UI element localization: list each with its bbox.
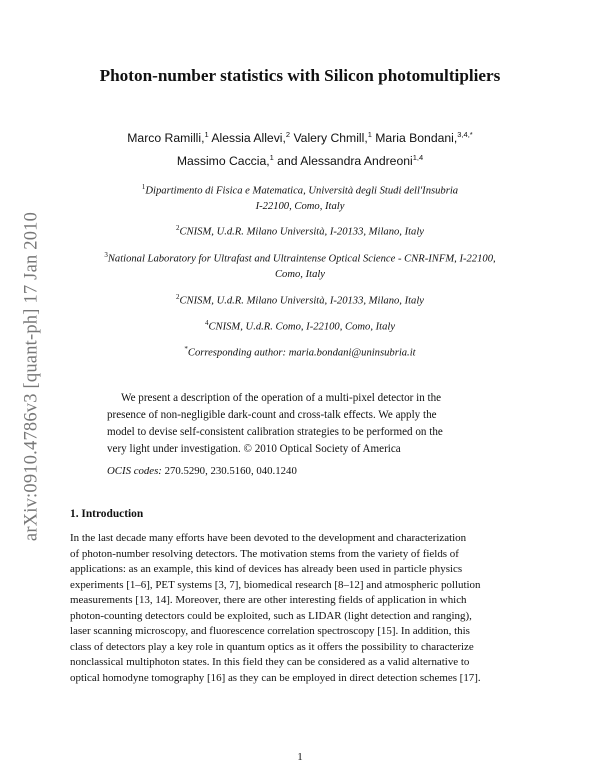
ocis-label: OCIS codes: [107, 465, 162, 477]
body-line: measurements [13, 14]. Moreover, there are other interesting fields of application in which [70, 594, 467, 607]
affiliation-5: $^4$CNISM, U.d.R. Como, I-22100, Como, Italy [204, 319, 396, 333]
author-line-1 [0, 125, 600, 148]
author: Valery Chmill,$^1$ [290, 130, 372, 146]
body-text [70, 531, 530, 686]
author-list [0, 125, 600, 171]
author: and Alessandra Andreoni$^{1,4}$ [273, 153, 424, 169]
ocis-values: 270.5290, 230.5160, 040.1240 [161, 465, 297, 477]
abstract-line: model to devise self-consistent calibration strategies to be performed on the [107, 425, 443, 438]
abstract-line: very light under investigation. © 2010 Optical Society of America [107, 442, 401, 455]
ocis-codes [107, 465, 297, 477]
body-line: applications: as an example, this kind of devices has already been used in particle physics [70, 563, 463, 576]
body-line: optical homodyne tomography [16] as they can be employed in direct detection schemes [17]. [70, 671, 481, 684]
author: Marco Ramilli,$^1$ [127, 130, 209, 146]
body-line: experiments [1–6], PET systems [3, 7], biomedical research [8–12] and atmospheric pollution [70, 578, 481, 591]
arxiv-stamp [22, 0, 44, 776]
author-line-2 [0, 148, 600, 171]
body-line: of photon-number resolving detectors. The motivation stems from the variety of fields of [70, 547, 459, 560]
affiliation-1: $^1$Dipartimento di Fisica e Matematica, Università degli Studi dell'Insubria I-22100, Como, Italy [141, 183, 459, 213]
abstract [107, 390, 495, 458]
abstract-line: presence of non-negligible dark-count and cross-talk effects. We apply the [107, 408, 437, 421]
arxiv-id-text: arXiv:0910.4786v3 [quant-ph] 17 Jan 2010 [21, 211, 42, 542]
abstract-line: We present a description of the operation of a multi-pixel detector in the [121, 392, 442, 404]
body-line: In the last decade many efforts have been devoted to the development and characterization [70, 532, 467, 544]
author: Massimo Caccia,$^1$ [176, 153, 274, 169]
body-line: laser scanning microscopy, and fluorescence correlation spectroscopy [15]. In addition, this [70, 625, 470, 638]
author: Alessia Allevi,$^2$ [208, 130, 291, 146]
page-number: 1 [297, 751, 303, 763]
body-line: class of detectors play a key role in quantum optics as it offers the possibility to characterize [70, 640, 474, 653]
body-line: nonclassical multiphoton states. In this field they can be considered as a valid alternative to [70, 656, 470, 669]
body-line: photon-counting detectors could be exploited, such as LIDAR (light detection and ranging), [70, 609, 472, 622]
affiliation-3: $^3$National Laboratory for Ultrafast and Ultraintense Optical Science - CNR-INFM, I-22100, Como, Italy [104, 251, 496, 281]
paper-title: Photon-number statistics with Silicon photomultipliers [99, 66, 501, 85]
author: Maria Bondani,$^{3,4,*}$ [371, 130, 473, 146]
affiliation-4: $^2$CNISM, U.d.R. Milano Università, I-20133, Milano, Italy [175, 293, 424, 307]
affiliation-2: $^2$CNISM, U.d.R. Milano Università, I-20133, Milano, Italy [175, 224, 424, 238]
section-heading: 1. Introduction [70, 508, 144, 520]
corresponding-author: *Corresponding author: maria.bondani@uninsubria.it [184, 345, 416, 359]
